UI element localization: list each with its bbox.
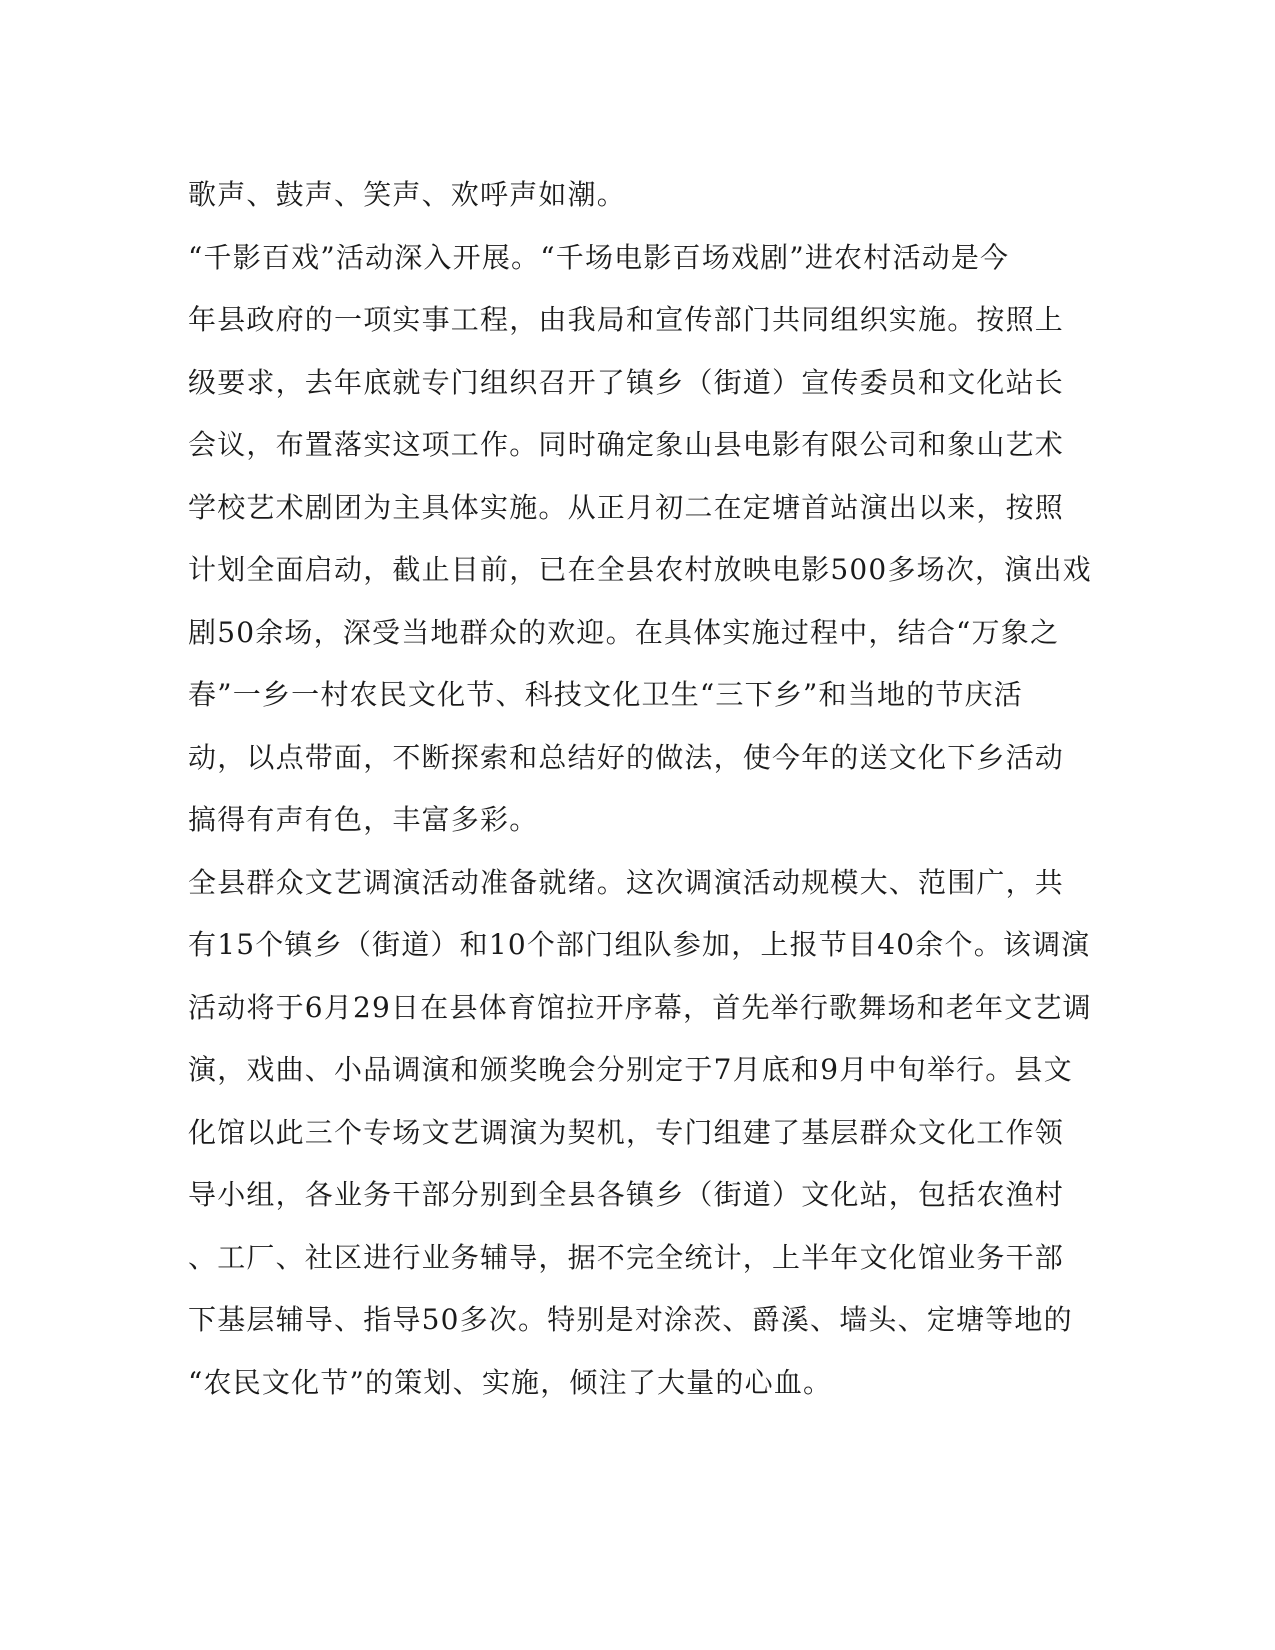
text-line: “农民文化节”的策划、实施，倾注了大量的心血。	[188, 1365, 833, 1399]
text-line: 歌声、鼓声、笑声、欢呼声如潮。	[188, 178, 627, 211]
text-line: 会议，布置落实这项工作。同时确定象山县电影有限公司和象山艺术	[188, 428, 1065, 461]
text-line: 级要求，去年底就专门组织召开了镇乡（街道）宣传委员和文化站长	[188, 365, 1065, 399]
text-line: 全县群众文艺调演活动准备就绪。这次调演活动规模大、范围广，共	[188, 865, 1065, 899]
text-line: 剧50余场，深受当地群众的欢迎。在具体实施过程中，结合“万象之	[188, 615, 1060, 649]
text-line: 动，以点带面，不断探索和总结好的做法，使今年的送文化下乡活动	[188, 740, 1065, 774]
text-line: 春”一乡一村农民文化节、科技文化卫生“三下乡”和当地的节庆活	[188, 678, 1023, 711]
text-line: “千影百戏”活动深入开展。“千场电影百场戏剧”进农村活动是今	[188, 240, 1010, 274]
text-line: 搞得有声有色，丰富多彩。	[188, 803, 539, 836]
text-line: 活动将于6月29日在县体育馆拉开序幕，首先举行歌舞场和老年文艺调	[188, 990, 1092, 1024]
text-line: 学校艺术剧团为主具体实施。从正月初二在定塘首站演出以来，按照	[188, 490, 1065, 524]
text-line: 下基层辅导、指导50多次。特别是对涂茨、爵溪、墙头、定塘等地的	[188, 1303, 1073, 1336]
body-text	[188, 164, 1092, 1414]
text-line: 、工厂、社区进行业务辅导，据不完全统计，上半年文化馆业务干部	[188, 1240, 1065, 1274]
text-line: 年县政府的一项实事工程，由我局和宣传部门共同组织实施。按照上	[188, 303, 1065, 336]
text-line: 导小组，各业务干部分别到全县各镇乡（街道）文化站，包括农渔村	[188, 1178, 1065, 1211]
text-line: 演，戏曲、小品调演和颁奖晚会分别定于7月底和9月中旬举行。县文	[188, 1053, 1073, 1086]
text-line: 有15个镇乡（街道）和10个部门组队参加，上报节目40余个。该调演	[188, 928, 1091, 961]
text-line: 化馆以此三个专场文艺调演为契机，专门组建了基层群众文化工作领	[188, 1115, 1065, 1149]
text-line: 计划全面启动，截止目前，已在全县农村放映电影500多场次，演出戏	[188, 553, 1092, 586]
